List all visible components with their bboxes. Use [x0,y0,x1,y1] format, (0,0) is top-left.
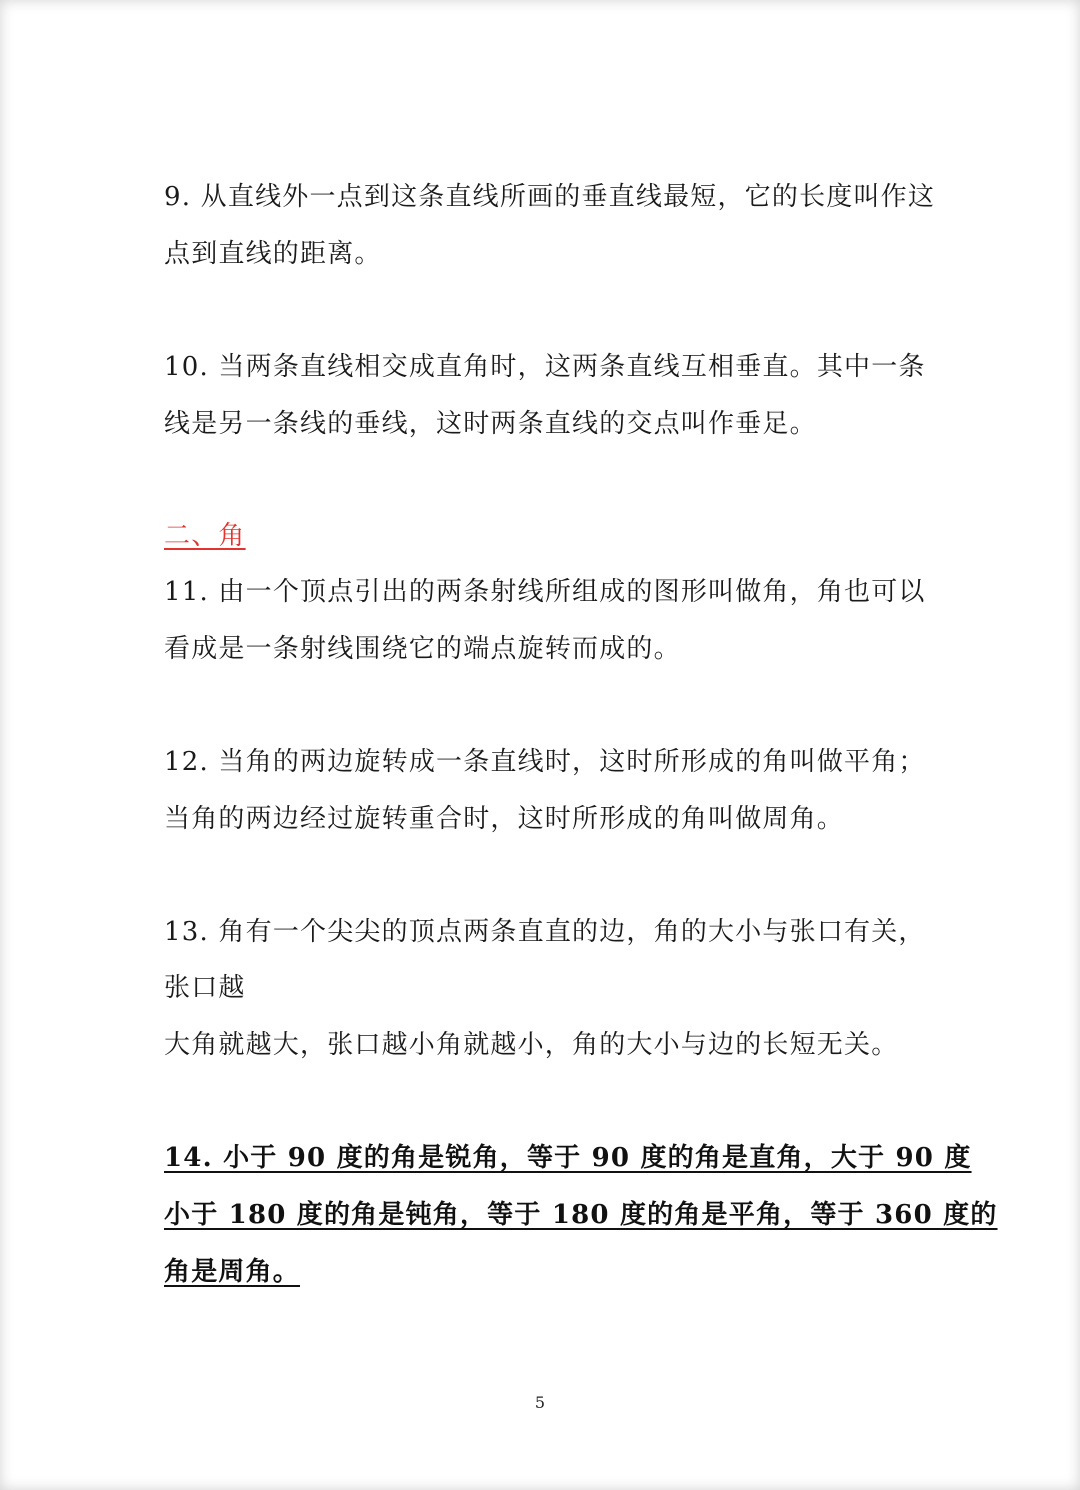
item-13-line-1: 13. 角有一个尖尖的顶点两条直直的边，角的大小与张口有关， [164,917,926,947]
section-heading-angle: 二、角 [164,521,246,551]
item-10-line-1: 10. 当两条直线相交成直角时，这两条直线互相垂直。其中一条 [164,352,926,382]
item-13-line-3: 大角就越大，张口越小角就越小，角的大小与边的长短无关。 [164,1030,899,1060]
item-12-line-2: 当角的两边经过旋转重合时，这时所形成的角叫做周角。 [164,804,845,834]
item-11-line-2: 看成是一条射线围绕它的端点旋转而成的。 [164,634,681,664]
item-12-line-1: 12. 当角的两边旋转成一条直线时，这时所形成的角叫做平角； [164,747,926,777]
item-9-line-1: 9. 从直线外一点到这条直线所画的垂直线最短，它的长度叫作这 [164,182,936,212]
item-14-line-3: 角是周角。 [164,1257,301,1287]
item-11-line-1: 11. 由一个顶点引出的两条射线所组成的图形叫做角，角也可以 [164,577,926,607]
page-number: 5 [534,1393,546,1412]
item-10-line-2: 线是另一条线的垂线，这时两条直线的交点叫作垂足。 [164,409,817,439]
item-14-line-2: 小于 180 度的角是钝角，等于 180 度的角是平角，等于 360 度的 [164,1200,998,1230]
item-9-line-2: 点到直线的距离。 [164,239,382,269]
item-13-line-2: 张口越 [164,973,246,1003]
item-14-line-1: 14. 小于 90 度的角是锐角，等于 90 度的角是直角，大于 90 度 [164,1143,972,1173]
